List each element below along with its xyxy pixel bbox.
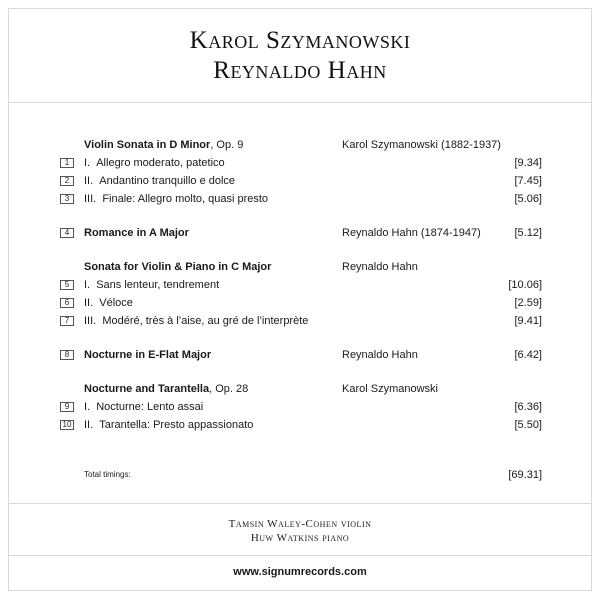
track-row <box>0 313 600 329</box>
performer: Tamsin Waley-Cohen violin <box>228 518 372 530</box>
track-row <box>0 417 600 433</box>
track-title: I. Allegro moderato, patetico <box>84 157 225 169</box>
track-title: III. Modéré, très à l’aise, au gré de l’interprète <box>84 315 309 327</box>
work-composer: Reynaldo Hahn <box>342 261 418 273</box>
track-title: II. Véloce <box>84 297 133 309</box>
track-time: [10.06] <box>508 279 542 291</box>
work-opus: , Op. 28 <box>209 383 249 395</box>
work-title: Nocturne in E-Flat Major <box>84 349 212 361</box>
track-row <box>0 173 600 189</box>
work-opus: , Op. 9 <box>210 139 244 151</box>
total-row <box>0 467 600 483</box>
work-title: Violin Sonata in D Minor <box>84 139 211 151</box>
track-time: [2.59] <box>514 297 542 309</box>
track-time: [7.45] <box>514 175 542 187</box>
work-row <box>0 225 600 241</box>
work-row <box>0 381 600 397</box>
track-title: III. Finale: Allegro molto, quasi presto <box>84 193 269 205</box>
track-number: 9 <box>60 402 74 412</box>
work-row <box>0 259 600 275</box>
track-time: [6.42] <box>514 349 542 361</box>
track-number: 5 <box>60 280 74 290</box>
track-time: [5.12] <box>514 227 542 239</box>
track-title: II. Andantino tranquillo e dolce <box>84 175 236 187</box>
total-label: Total timings: <box>84 470 131 479</box>
track-row <box>0 295 600 311</box>
track-row <box>0 399 600 415</box>
track-time: [5.06] <box>514 193 542 205</box>
track-number: 8 <box>60 350 74 360</box>
bottom-divider <box>8 555 592 556</box>
work-label <box>84 137 243 153</box>
track-number: 7 <box>60 316 74 326</box>
work-row <box>0 137 600 153</box>
track-time: [9.41] <box>514 315 542 327</box>
track-time: [9.34] <box>514 157 542 169</box>
track-time: [5.50] <box>514 419 542 431</box>
total-time: [69.31] <box>508 469 542 481</box>
work-label <box>84 347 211 363</box>
performer-credits <box>0 517 600 545</box>
track-number: 1 <box>60 158 74 168</box>
track-number: 4 <box>60 228 74 238</box>
track-row <box>0 191 600 207</box>
work-row <box>0 347 600 363</box>
track-title: I. Nocturne: Lento assai <box>84 401 204 413</box>
website-link[interactable]: www.signumrecords.com <box>233 566 367 578</box>
work-composer: Karol Szymanowski <box>342 383 438 395</box>
header-composer: Karol Szymanowski <box>189 27 411 54</box>
track-number: 2 <box>60 176 74 186</box>
header <box>0 26 600 86</box>
work-composer: Karol Szymanowski (1882-1937) <box>342 139 501 151</box>
track-title: II. Tarantella: Presto appassionato <box>84 419 254 431</box>
work-label <box>84 225 189 241</box>
performer: Huw Watkins piano <box>250 532 350 544</box>
top-divider <box>8 102 592 103</box>
track-row <box>0 155 600 171</box>
work-label <box>84 259 271 275</box>
work-label <box>84 381 248 397</box>
work-composer: Reynaldo Hahn <box>342 349 418 361</box>
track-number: 3 <box>60 194 74 204</box>
track-row <box>0 277 600 293</box>
track-number: 6 <box>60 298 74 308</box>
work-title: Nocturne and Tarantella <box>84 383 210 395</box>
track-number: 10 <box>60 420 74 430</box>
work-title: Romance in A Major <box>84 227 189 239</box>
track-time: [6.36] <box>514 401 542 413</box>
work-title: Sonata for Violin & Piano in C Major <box>84 261 272 273</box>
header-composer: Reynaldo Hahn <box>213 57 387 84</box>
track-title: I. Sans lenteur, tendrement <box>84 279 220 291</box>
work-composer: Reynaldo Hahn (1874-1947) <box>342 227 481 239</box>
middle-divider <box>8 503 592 504</box>
